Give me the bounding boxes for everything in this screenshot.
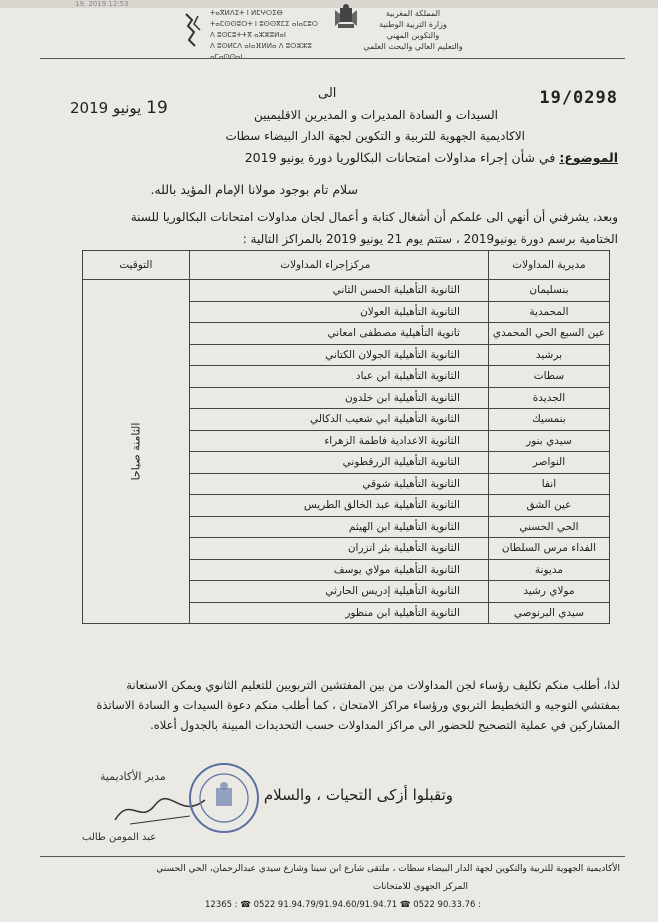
- center-cell: الثانوية التأهيلية الجولان الكتاني: [189, 344, 488, 366]
- header-directorate: مديرية المداولات: [488, 251, 609, 280]
- directorate-cell: بنمسيك: [488, 409, 609, 431]
- center-cell: الثانوية التأهيلية عبد الخالق الطريس: [189, 495, 488, 517]
- time-text: الثامنة صباحا: [129, 422, 143, 481]
- directorate-cell: مديونة: [488, 559, 609, 581]
- header-divider: [40, 58, 625, 59]
- center-cell: الثانوية التأهيلية ابن منظور: [189, 602, 488, 624]
- directorate-cell: الجديدة: [488, 387, 609, 409]
- directorate-cell: النواصر: [488, 452, 609, 474]
- directorate-cell: الفداء مرس السلطان: [488, 538, 609, 560]
- fax-header-strip: 19. 2019 12:53: [0, 0, 658, 8]
- intro-line-1: وبعد، يشرفني أن أنهي الى علمكم أن أشغال كتابة و أعمال لجان مداولات امتحانات البكالوريا للسنة: [130, 210, 618, 224]
- center-cell: الثانوية التأهيلية ابن خلدون: [189, 387, 488, 409]
- footer-address: الأكاديمية الجهوية للتربية والتكوين لجهة الدار البيضاء سطات ، ملتقى شارع ابن سينا وشارع سيدي عبدالرحمان، الحي الحسني: [156, 864, 620, 874]
- center-cell: الثانوية التأهيلية إدريس الحارثي: [189, 581, 488, 603]
- directorate-cell: سيدي البرنوصي: [488, 602, 609, 624]
- footer-divider: [40, 856, 625, 857]
- center-cell: الثانوية التأهيلية مولاي يوسف: [189, 559, 488, 581]
- directorate-cell: برشيد: [488, 344, 609, 366]
- footer-center: المركز الجهوي للامتحانات: [372, 882, 468, 892]
- greeting-line: سلام تام بوجود مولانا الإمام المؤيد بالله.: [150, 182, 358, 197]
- directorate-cell: مولاي رشيد: [488, 581, 609, 603]
- instruction-line-2: بمفتشي التوجيه و التخطيط التربوي ورؤساء مراكز الامتحان ، كما أطلب منكم دعوة السيدات و السادة الاساتذة: [96, 698, 620, 712]
- center-cell: الثانوية التأهيلية ابي شعيب الدكالي: [189, 409, 488, 431]
- document-date: 19 يونيو 2019: [70, 98, 168, 118]
- signatory-name: عبد المومن طالب: [82, 832, 157, 843]
- center-cell: الثانوية التأهيلية ابن عباد: [189, 366, 488, 388]
- center-cell: الثانوية التأهيلية بئر انزران: [189, 538, 488, 560]
- header-left-tifinagh: ⵜⴰⴳⵍⴷⵉⵜ ⵏ ⵍⵎⵖⵔⵉⴱ ⵜⴰⵎⵙⵙⵓⵔⵜ ⵏ ⵓⵙⵙⴳⵎⵉ ⴰⵏⴰⵎⵓⵔ ⴷ ⵓⵙⵎⵓⵜⵜⴳ ⴰⵣⵣⵓⵍⴰⵏ ⴷ ⵓⵙⵍⵎⴷ ⴰⵏⴰⴼⵍⵍⴰ ⴷ ⵓⵔⵣⵣⵓ ⴰⵎⴰⵙⵙⴰⵏ: [210, 9, 318, 61]
- header-right-arabic: المملكة المغربية وزارة التربية الوطنية والتكوين المهني والتعليم العالي والبحث العلمي: [363, 9, 463, 51]
- table-row: [83, 280, 610, 302]
- center-cell: الثانوية التأهيلية العولان: [189, 301, 488, 323]
- signatory-title: مدير الأكاديمية: [100, 770, 166, 783]
- directorate-cell: بنسليمان: [488, 280, 609, 302]
- directorate-cell: المحمدية: [488, 301, 609, 323]
- academy-line: الاكاديمية الجهوية للتربية و التكوين لجهة الدار البيضاء سطات: [225, 129, 525, 143]
- directorate-cell: انفا: [488, 473, 609, 495]
- center-cell: الثانوية التأهيلية الزرقطوني: [189, 452, 488, 474]
- center-cell: الثانوية الاعدادية فاطمة الزهراء: [189, 430, 488, 452]
- directorate-cell: سطات: [488, 366, 609, 388]
- header-center: مركزإجراء المداولات: [189, 251, 488, 280]
- directorate-cell: سيدي بنور: [488, 430, 609, 452]
- table-header-row: [83, 251, 610, 280]
- instruction-line-3: المشاركين في عملية التصحيح للحضور الى مراكز المداولات حسب التحديدات المبينة بالجدول أعلاه.: [150, 718, 620, 732]
- official-stamp-icon: [186, 760, 262, 836]
- deliberation-centers-table: [82, 250, 610, 624]
- subject-line: الموضوع: في شأن إجراء مداولات امتحانات البكالوريا دورة يونيو 2019: [244, 150, 618, 165]
- directorate-cell: الحي الحسني: [488, 516, 609, 538]
- footer-phones: 12365 : ☎ 0522 91.94.79/91.94.60/91.94.71 ☎ 0522 90.33.76 :: [205, 900, 481, 910]
- center-cell: ثانوية التأهيلية مصطفى امعاني: [189, 323, 488, 345]
- center-cell: الثانوية التأهيلية شوقي: [189, 473, 488, 495]
- intro-line-2: الختامية برسم دورة يونيو2019 ، ستتم يوم 21 يونيو 2019 بالمراكز التالية :: [242, 232, 618, 246]
- recipients-line: السيدات و السادة المديرات و المديرين الاقليميين: [253, 108, 498, 122]
- center-cell: الثانوية التأهيلية ابن الهيثم: [189, 516, 488, 538]
- center-cell: الثانوية التأهيلية الحسن الثاني: [189, 280, 488, 302]
- closing-line: وتقبلوا أزكى التحيات ، والسلام: [263, 786, 453, 804]
- time-cell: [83, 280, 190, 624]
- directorate-cell: عين الشق: [488, 495, 609, 517]
- reference-number: 19/0298: [539, 88, 618, 108]
- to-label: الى: [318, 86, 337, 101]
- ministry-logo-icon: [180, 10, 206, 50]
- directorate-cell: عين السبع الحي المحمدي: [488, 323, 609, 345]
- instruction-line-1: لذا، أطلب منكم تكليف رؤساء لجن المداولات من بين المفتشين التربويين للتعليم الثانوي ويمكن الاستعانة: [126, 678, 620, 692]
- header-time: التوقيت: [83, 251, 190, 280]
